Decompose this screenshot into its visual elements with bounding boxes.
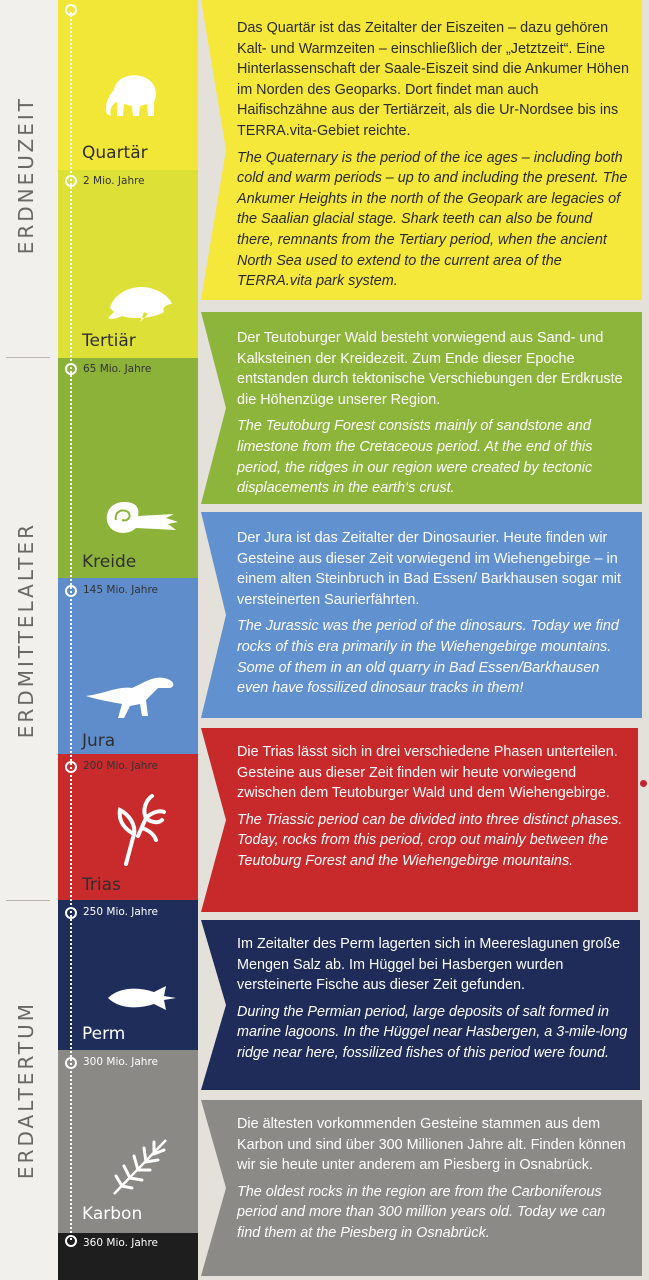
period-date: 2 Mio. Jahre — [83, 175, 145, 187]
panel-trias — [201, 730, 641, 912]
panel-perm — [201, 922, 641, 1090]
panel-text-en: The Triassic period can be divided into three distinct phases. Today, rocks from this period, crop out mainly between the Teutoburg Forest and the Wiehengebirge mountains. — [237, 811, 623, 869]
period-name: Quartär — [82, 143, 148, 163]
panel-text-de: Die ältesten vorkommenden Gesteine stammen aus dem Karbon und sind über 300 Millionen Jahre alt. Finden können wir sie heute unter anderem am Piesberg in Osnabrück. — [237, 1116, 626, 1174]
panel-text-en: The Teutoburg Forest consists mainly of sandstone and limestone from the Cretaceous period. At the end of this period, the ridges in our region were created by tectonic displacements in the earth‘s crust. — [237, 418, 593, 497]
panel-text-de: Die Trias lässt sich in drei verschiedene Phasen unterteilen. Gesteine aus dieser Zeit finden wir heute vorwiegend zwischen dem Teutoburger Wald und dem Wiehengebirge. — [237, 744, 618, 802]
period-name: Perm — [82, 1024, 126, 1044]
panel-karbon — [201, 1102, 641, 1276]
panel-text-de: Der Teutoburger Wald besteht vorwiegend aus Sand- und Kalksteinen der Kreidezeit. Zum Ende dieser Epoche entstanden durch tektonische Verschiebungen der Erdkruste die Höhenzüge unserer Region. — [237, 330, 623, 408]
panel-jura — [201, 516, 641, 716]
red-dot-marker — [640, 780, 647, 787]
panel-text-de: Der Jura ist das Zeitalter der Dinosaurier. Heute finden wir Gesteine aus dieser Zeit vorwiegend im Wiehengebirge – in einem alten Steinbruch in Bad Essen/ Barkhausen sogar mit versteinerten Saurierfährten. — [237, 530, 621, 608]
period-date: 300 Mio. Jahre — [83, 1056, 159, 1068]
period-name: Tertiär — [82, 331, 136, 351]
panel-text-en: The Jurassic was the period of the dinosaurs. Today we find rocks of this era primarily in the Wiehengebirge mountains. Some of them in an old quarry in Bad Essen/Barkhausen even have fossilized dinosaur tracks in them! — [237, 618, 619, 697]
period-name: Jura — [82, 731, 116, 751]
panel-text-en: The Quaternary is the period of the ice ages – including both cold and warm periods – up to and including the present. The Ankumer Heights in the north of the Geopark are legacies of the Saalian glacial stage. Shark teeth can also be found there, remnants from the Tertiary period, when the ancient North Sea used to extend to the current area of the TERRA.vita park system. — [237, 149, 628, 290]
period-date: 200 Mio. Jahre — [83, 760, 159, 772]
panel-kreide — [201, 316, 641, 504]
period-name: Trias — [82, 875, 121, 895]
era-label-erdneuzeit: ERDNEUZEIT — [14, 95, 38, 255]
era-label-erdaltertum: ERDALTERTUM — [14, 1000, 38, 1180]
period-date: 250 Mio. Jahre — [83, 906, 159, 918]
period-date: 360 Mio. Jahre — [83, 1237, 159, 1249]
period-date: 145 Mio. Jahre — [83, 584, 159, 596]
panel-text-en: The oldest rocks in the region are from the Carboniferous period and more than 300 million years old. Today we can find them at the Piesberg in Osnabrück. — [237, 1183, 606, 1241]
period-name: Karbon — [82, 1204, 143, 1224]
panel-quartaer — [201, 6, 641, 300]
panel-text-de: Im Zeitalter des Perm lagerten sich in Meereslagunen große Mengen Salz ab. Im Hüggel bei Hasbergen wurden versteinerte Fische aus dieser Zeit gefunden. — [237, 936, 621, 994]
panel-text-en: During the Permian period, large deposits of salt formed in marine lagoons. In the Hüggel near Hasbergen, a 3-mile-long ridge near here, fossilized fishes of this period were found. — [237, 1003, 628, 1061]
era-label-erdmittelalter: ERDMITTELALTER — [14, 521, 38, 739]
period-date: 65 Mio. Jahre — [83, 363, 152, 375]
period-name: Kreide — [82, 552, 137, 572]
panel-text-de: Das Quartär ist das Zeitalter der Eiszeiten – dazu gehören Kalt- und Warmzeiten – einschließlich der „Jetztzeit“. Eine Hinterlassenschaft der Saale-Eiszeit sind die Ankumer Höhen im Norden des Geoparks. Dort findet man auch Haifischzähne aus der Tertiärzeit, als die Ur-Nordsee bis ins TERRA.vita-Gebiet reichte. — [237, 20, 629, 139]
